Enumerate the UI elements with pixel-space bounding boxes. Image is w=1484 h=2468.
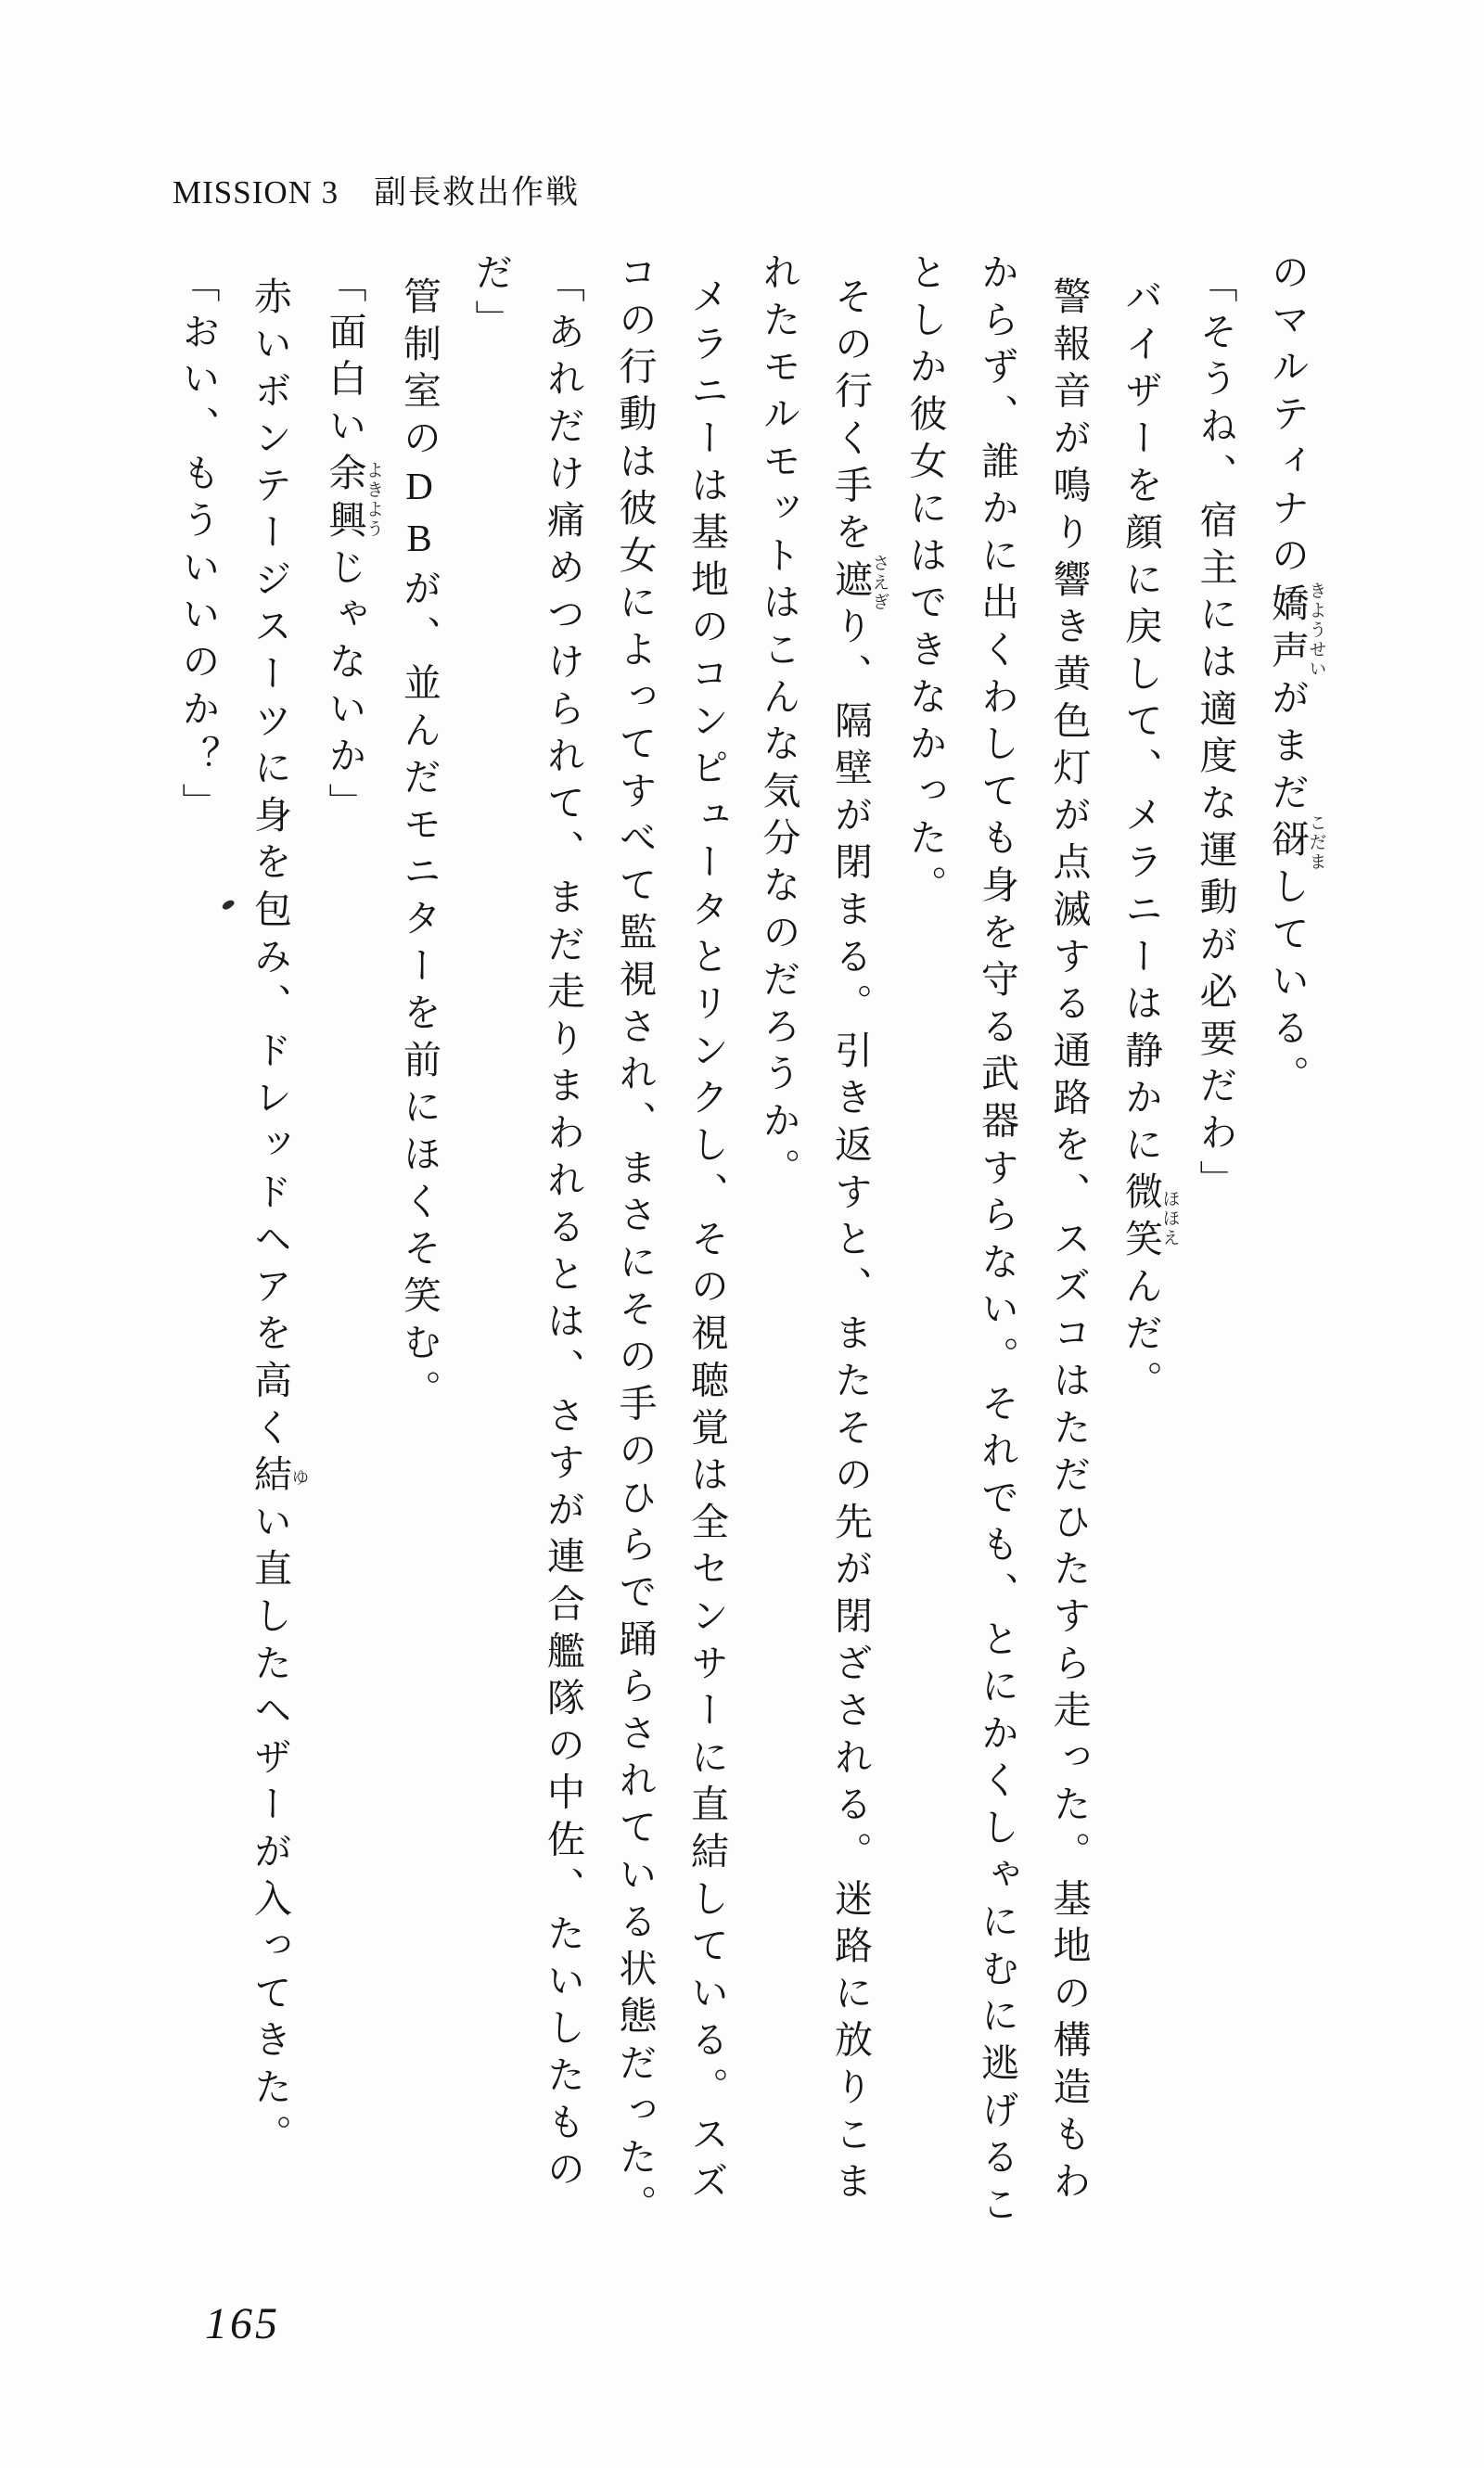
text-column: その行く手を遮さえぎり、隔壁が閉まる。引き返すと、またその先が閉ざされる。迷路に放りこま — [829, 276, 889, 2208]
text-column: からず、誰かに出くわしても身を守る武器すらない。それでも、とにかくしゃにむに逃げるこ — [976, 252, 1018, 2231]
text-column: だ」 — [469, 252, 513, 347]
text-column: 「おい、もういいのか？」 — [176, 264, 220, 830]
text-column: 「そうね、宿主には適度な運動が必要だわ」 — [1194, 264, 1237, 1207]
furigana-ruby: 嬌声きようせい — [1266, 581, 1326, 679]
text-column: 管制室のDBが、並んだモニターを前にほくそ笑む。 — [398, 276, 441, 1417]
text-column: メラニーは基地のコンピュータとリンクし、その視聴覚は全センサーに直結している。スズ — [685, 276, 728, 2208]
text-column: バイザーを顔に戻して、メラニーは静かに微笑ほほえんだ。 — [1119, 276, 1180, 1408]
text-column: れたモルモットはこんな気分なのだろうか。 — [757, 252, 800, 1195]
furigana-ruby: 結ゆ — [249, 1454, 309, 1502]
furigana-ruby: 余興よきよう — [323, 453, 383, 547]
running-header — [173, 167, 580, 213]
page-number: 165 — [205, 2299, 280, 2348]
text-column: コの行動は彼女によってすべて監視され、まさにその手のひらで踊らされている状態だった。 — [613, 252, 657, 2231]
text-column: 「あれだけ痛めつけられて、まだ走りまわれるとは、さすが連合艦隊の中佐、たいしたもの — [542, 264, 584, 2196]
furigana-ruby: 遮さえぎ — [829, 553, 889, 612]
text-column: 「面白い余興よきようじゃないか」 — [323, 264, 383, 830]
furigana-ruby: 微笑ほほえ — [1119, 1171, 1180, 1266]
text-columns — [161, 252, 1325, 2302]
text-column: 警報音が鳴り響き黄色灯が点滅する通路を、スズコはただひたすら走った。基地の構造もわ — [1047, 276, 1091, 2208]
text-column: 赤いボンテージスーツに身を包み、ドレッドヘアを高く結ゆい直したヘザーが入ってきた。 — [249, 276, 309, 2162]
mission-label: MISSION 3 — [173, 174, 339, 211]
text-column: としか彼女にはできなかった。 — [903, 252, 947, 913]
latin-upright-text: DB — [398, 465, 441, 569]
text-column: のマルティナの嬌声きようせいがまだ谺こだましている。 — [1266, 252, 1326, 1103]
chapter-title: 副長救出作戦 — [374, 174, 581, 211]
furigana-ruby: 谺こだま — [1266, 813, 1326, 873]
